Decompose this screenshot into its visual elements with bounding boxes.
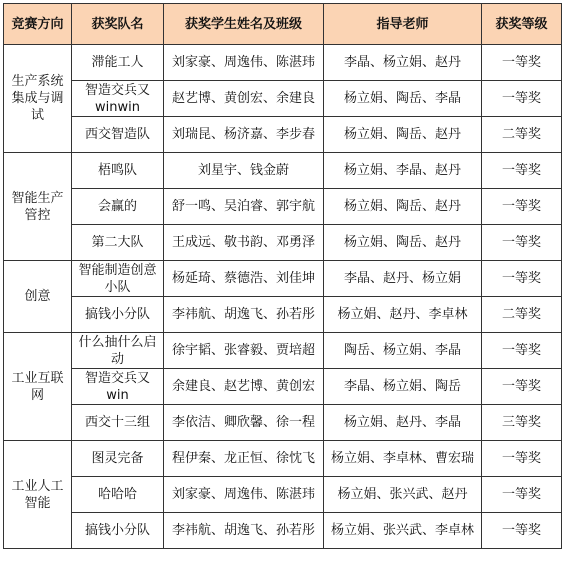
level-cell: 一等奖 xyxy=(482,369,562,405)
table-row xyxy=(4,117,562,153)
header-category: 竞赛方向 xyxy=(4,4,72,45)
students-cell: 李祎航、胡逸飞、孙若彤 xyxy=(164,297,324,333)
team-cell: 智造交兵又win xyxy=(72,369,164,405)
students-cell: 刘家豪、周逸伟、陈湛玮 xyxy=(164,477,324,513)
level-cell: 一等奖 xyxy=(482,153,562,189)
header-row xyxy=(4,4,562,45)
teachers-cell: 李晶、杨立娟、赵丹 xyxy=(324,45,482,81)
header-team: 获奖队名 xyxy=(72,4,164,45)
table-row xyxy=(4,261,562,297)
students-cell: 刘星宇、钱金蔚 xyxy=(164,153,324,189)
level-cell: 一等奖 xyxy=(482,477,562,513)
students-cell: 王成远、敬书韵、邓勇泽 xyxy=(164,225,324,261)
header-teachers: 指导老师 xyxy=(324,4,482,45)
category-cell: 智能生产管控 xyxy=(4,153,72,261)
team-cell: 智造交兵又winwin xyxy=(72,81,164,117)
level-cell: 一等奖 xyxy=(482,513,562,549)
level-cell: 一等奖 xyxy=(482,81,562,117)
team-cell: 西交智造队 xyxy=(72,117,164,153)
teachers-cell: 杨立娟、赵丹、李卓林 xyxy=(324,297,482,333)
students-cell: 刘家豪、周逸伟、陈湛玮 xyxy=(164,45,324,81)
level-cell: 一等奖 xyxy=(482,45,562,81)
level-cell: 一等奖 xyxy=(482,225,562,261)
level-cell: 二等奖 xyxy=(482,117,562,153)
students-cell: 余建良、赵艺博、黄创宏 xyxy=(164,369,324,405)
students-cell: 赵艺博、黄创宏、余建良 xyxy=(164,81,324,117)
category-cell: 创意 xyxy=(4,261,72,333)
team-cell: 滞能工人 xyxy=(72,45,164,81)
team-cell: 第二大队 xyxy=(72,225,164,261)
table-row xyxy=(4,369,562,405)
table-row xyxy=(4,333,562,369)
level-cell: 三等奖 xyxy=(482,405,562,441)
awards-table xyxy=(3,3,562,549)
teachers-cell: 陶岳、杨立娟、李晶 xyxy=(324,333,482,369)
students-cell: 杨延琦、蔡德浩、刘佳坤 xyxy=(164,261,324,297)
table-row xyxy=(4,153,562,189)
team-cell: 图灵完备 xyxy=(72,441,164,477)
level-cell: 一等奖 xyxy=(482,261,562,297)
table-row xyxy=(4,81,562,117)
teachers-cell: 杨立娟、陶岳、赵丹 xyxy=(324,189,482,225)
table-row xyxy=(4,477,562,513)
students-cell: 舒一鸣、吴泊睿、郭宇航 xyxy=(164,189,324,225)
table-header xyxy=(4,4,562,45)
level-cell: 二等奖 xyxy=(482,297,562,333)
teachers-cell: 杨立娟、张兴武、李卓林 xyxy=(324,513,482,549)
table-row xyxy=(4,225,562,261)
level-cell: 一等奖 xyxy=(482,333,562,369)
students-cell: 徐宇韬、张睿毅、贾培超 xyxy=(164,333,324,369)
teachers-cell: 李晶、赵丹、杨立娟 xyxy=(324,261,482,297)
students-cell: 刘瑞昆、杨济嘉、李步春 xyxy=(164,117,324,153)
level-cell: 一等奖 xyxy=(482,189,562,225)
table-row xyxy=(4,45,562,81)
teachers-cell: 杨立娟、陶岳、李晶 xyxy=(324,81,482,117)
category-cell: 生产系统集成与调试 xyxy=(4,45,72,153)
header-students: 获奖学生姓名及班级 xyxy=(164,4,324,45)
teachers-cell: 杨立娟、李卓林、曹宏瑞 xyxy=(324,441,482,477)
table-row xyxy=(4,441,562,477)
table-row xyxy=(4,405,562,441)
team-cell: 西交十三组 xyxy=(72,405,164,441)
students-cell: 程伊秦、龙正恒、徐忱飞 xyxy=(164,441,324,477)
team-cell: 哈哈哈 xyxy=(72,477,164,513)
table-row xyxy=(4,513,562,549)
team-cell: 搞钱小分队 xyxy=(72,513,164,549)
table-row xyxy=(4,189,562,225)
teachers-cell: 杨立娟、陶岳、赵丹 xyxy=(324,117,482,153)
teachers-cell: 杨立娟、张兴武、赵丹 xyxy=(324,477,482,513)
students-cell: 李依洁、卿欣馨、徐一程 xyxy=(164,405,324,441)
teachers-cell: 杨立娟、赵丹、李晶 xyxy=(324,405,482,441)
team-cell: 梧鸣队 xyxy=(72,153,164,189)
students-cell: 李祎航、胡逸飞、孙若彤 xyxy=(164,513,324,549)
team-cell: 什么抽什么启动 xyxy=(72,333,164,369)
teachers-cell: 杨立娟、陶岳、赵丹 xyxy=(324,225,482,261)
header-level: 获奖等级 xyxy=(482,4,562,45)
category-cell: 工业人工智能 xyxy=(4,441,72,549)
team-cell: 智能制造创意小队 xyxy=(72,261,164,297)
category-cell: 工业互联网 xyxy=(4,333,72,441)
teachers-cell: 李晶、杨立娟、陶岳 xyxy=(324,369,482,405)
level-cell: 一等奖 xyxy=(482,441,562,477)
team-cell: 搞钱小分队 xyxy=(72,297,164,333)
teachers-cell: 杨立娟、李晶、赵丹 xyxy=(324,153,482,189)
table-body xyxy=(4,45,562,549)
team-cell: 会赢的 xyxy=(72,189,164,225)
table-row xyxy=(4,297,562,333)
